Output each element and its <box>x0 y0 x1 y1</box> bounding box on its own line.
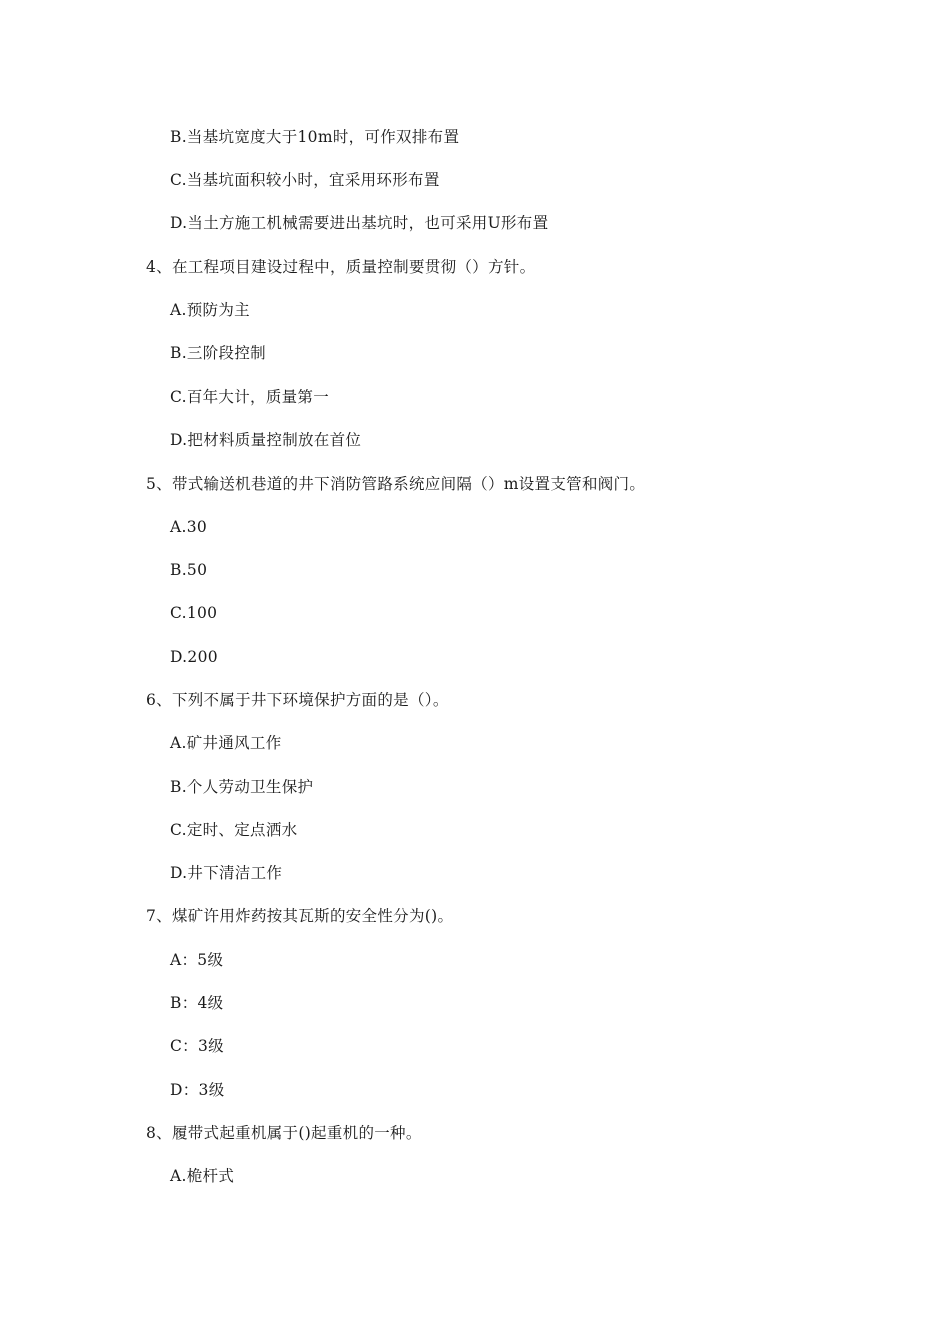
option-6d: D.井下清洁工作 <box>170 864 283 882</box>
option-5d: D.200 <box>170 648 218 666</box>
option-6a: A.矿井通风工作 <box>170 734 282 752</box>
option-3b: B.当基坑宽度大于10m时，可作双排布置 <box>170 128 460 146</box>
option-3c: C.当基坑面积较小时，宜采用环形布置 <box>170 171 440 189</box>
option-7b: B：4级 <box>170 994 224 1012</box>
option-5c: C.100 <box>170 604 218 622</box>
option-7c: C：3级 <box>170 1037 224 1055</box>
option-6c: C.定时、定点洒水 <box>170 821 298 839</box>
option-8a: A.桅杆式 <box>170 1167 235 1185</box>
option-5a: A.30 <box>170 518 208 536</box>
option-4b: B.三阶段控制 <box>170 344 266 362</box>
option-5b: B.50 <box>170 561 208 579</box>
option-3d: D.当土方施工机械需要进出基坑时，也可采用U形布置 <box>170 214 549 232</box>
option-4d: D.把材料质量控制放在首位 <box>170 431 362 449</box>
option-7a: A：5级 <box>170 951 224 969</box>
question-5: 5、带式输送机巷道的井下消防管路系统应间隔（）m设置支管和阀门。 <box>146 475 646 493</box>
question-8: 8、履带式起重机属于()起重机的一种。 <box>146 1124 422 1142</box>
option-6b: B.个人劳动卫生保护 <box>170 778 314 796</box>
question-6: 6、下列不属于井下环境保护方面的是（）。 <box>146 691 449 709</box>
option-7d: D：3级 <box>170 1081 225 1099</box>
option-4a: A.预防为主 <box>170 301 250 319</box>
question-4: 4、在工程项目建设过程中，质量控制要贯彻（）方针。 <box>146 258 536 276</box>
option-4c: C.百年大计，质量第一 <box>170 388 330 406</box>
question-7: 7、煤矿许用炸药按其瓦斯的安全性分为()。 <box>146 907 454 925</box>
